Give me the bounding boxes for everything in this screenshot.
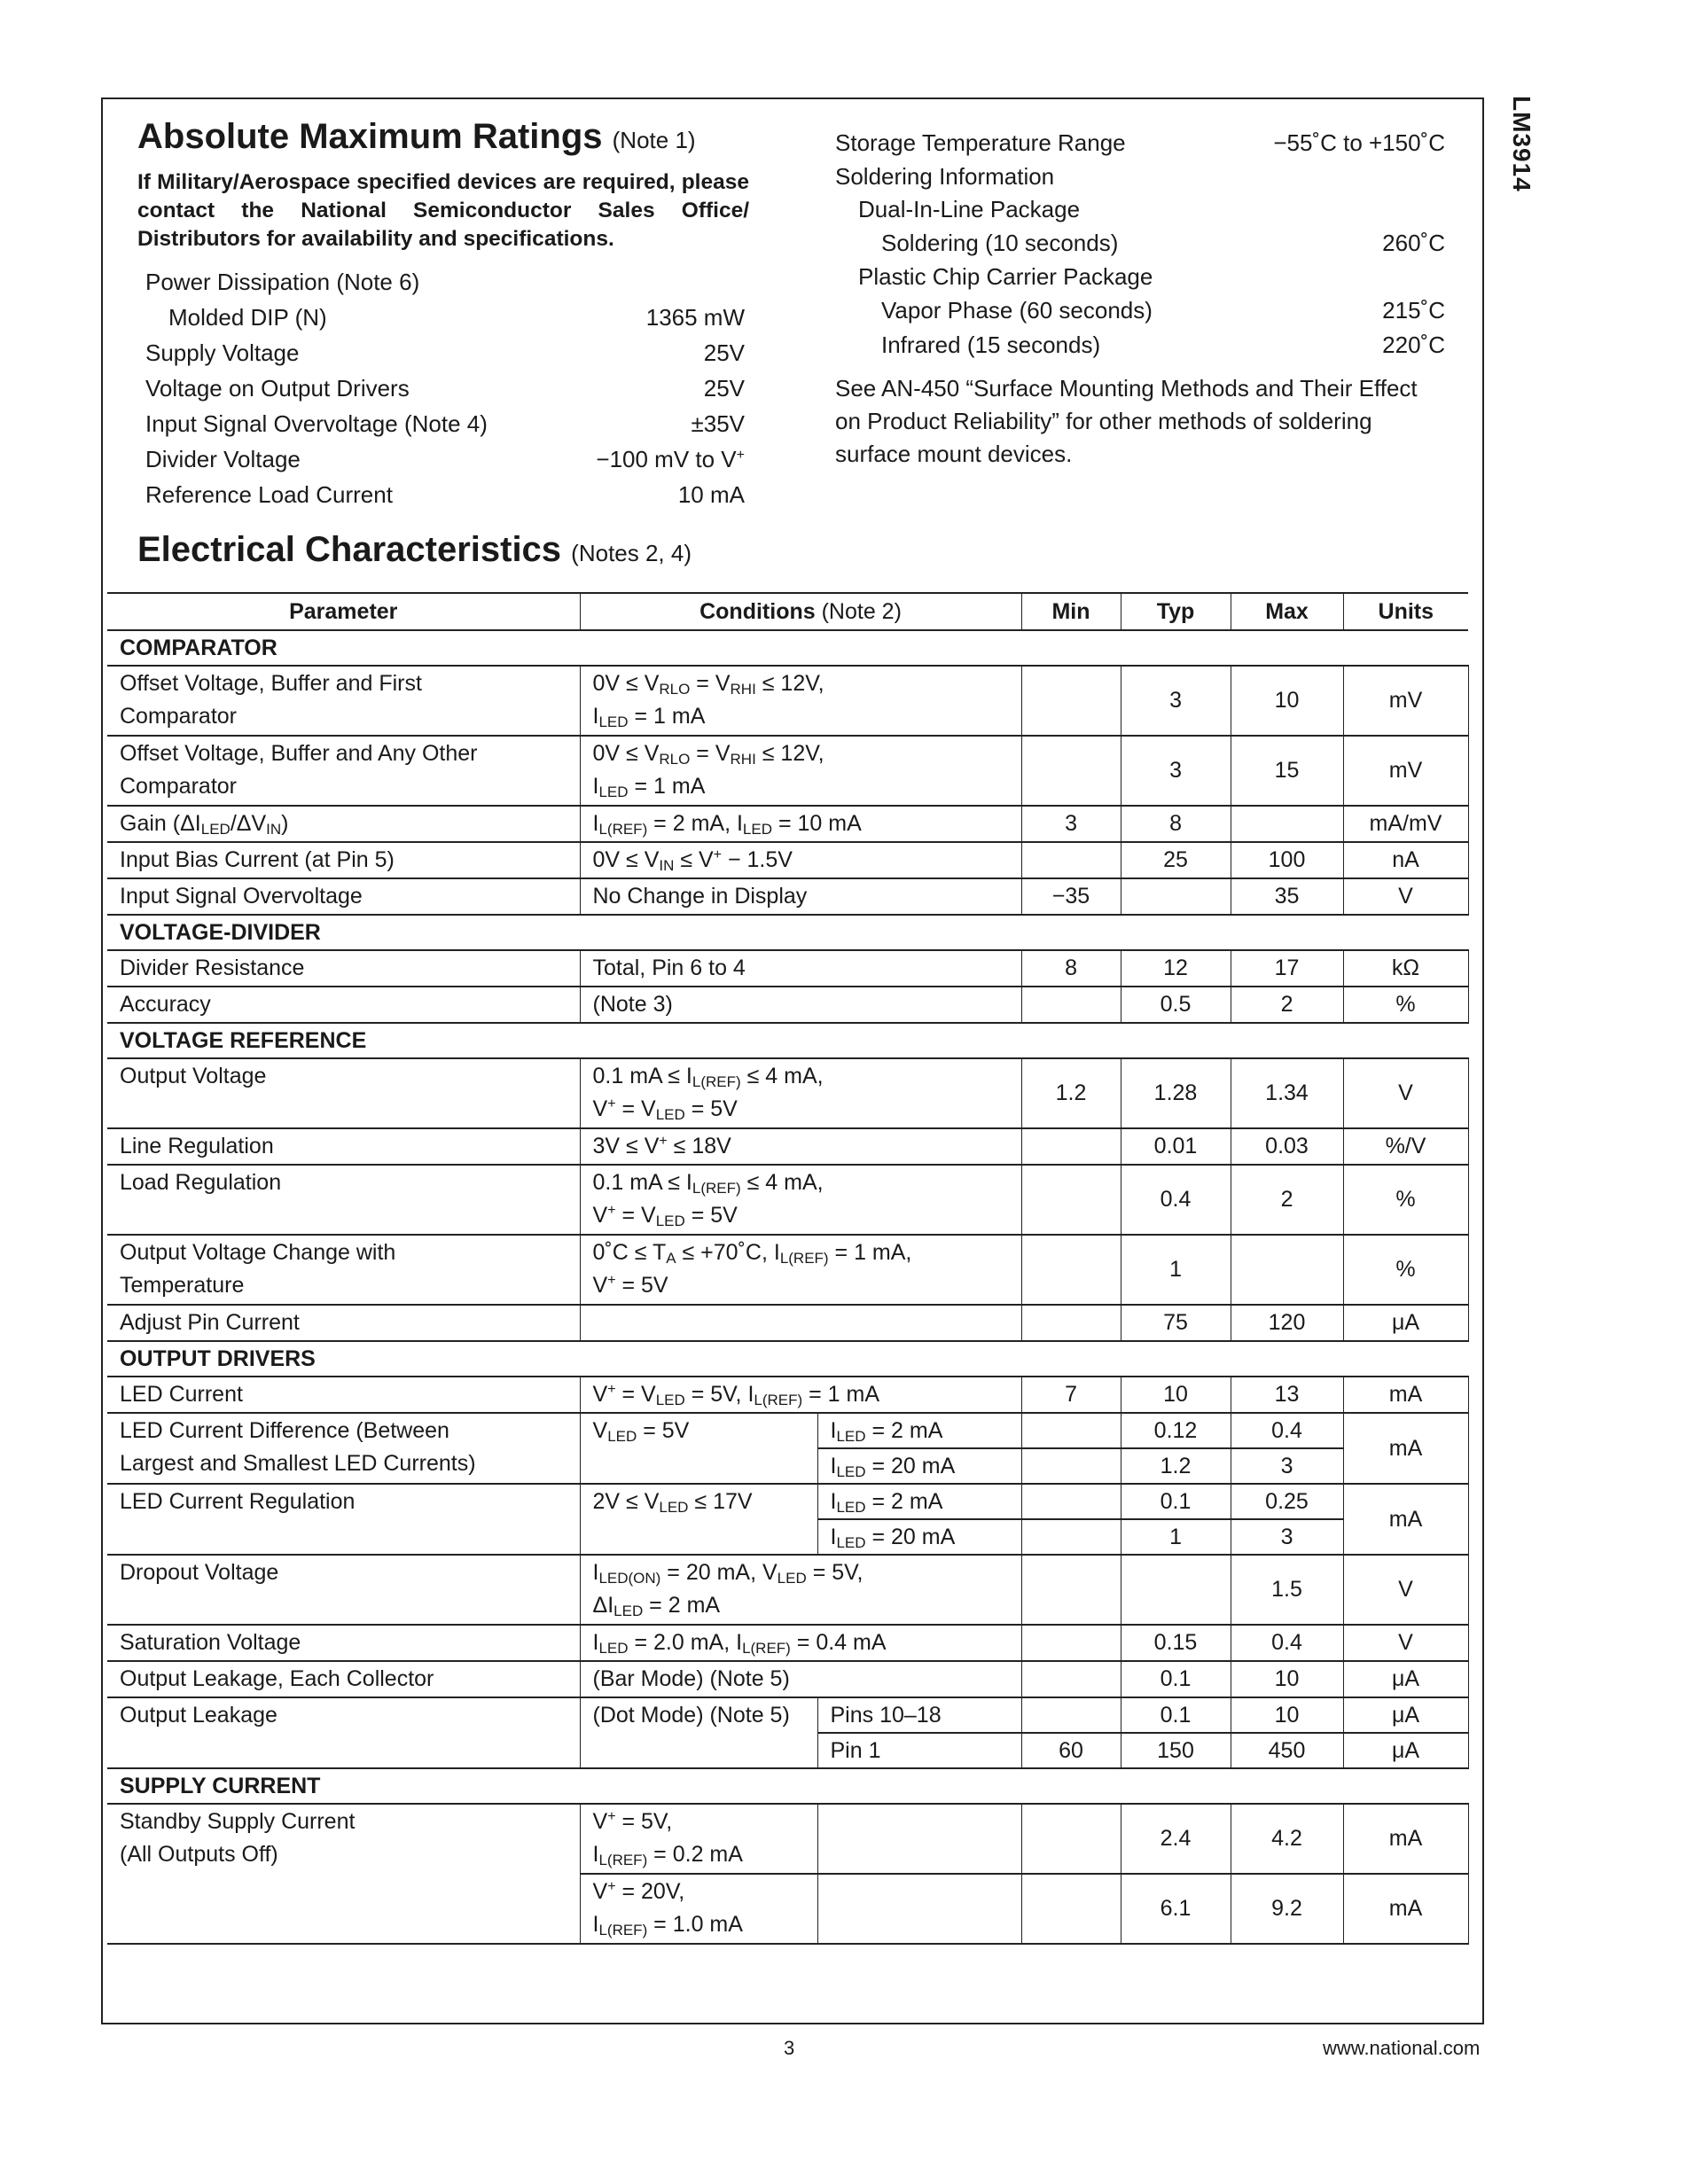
table-row: Line Regulation 3V ≤ V+ ≤ 18V 0.01 0.03 %/V — [107, 1128, 1468, 1165]
table-row: Saturation Voltage $I_{LED} = 2.0$ mA, $I_{L(REF)} = 0.4$ mA 0.15 0.4 V — [107, 1625, 1468, 1661]
header-typ: Typ — [1121, 593, 1231, 630]
table-row: Output Voltage 0.1 mA ≤ $I_{L(REF)} \le 4$ mA, $V^+ = V_{LED} = 5V$ 1.2 1.28 1.34 V — [107, 1058, 1468, 1128]
header-conditions: Conditions (Note 2) — [580, 593, 1021, 630]
amr-item: Storage Temperature Range −55˚C to +150˚C — [835, 129, 1445, 156]
electrical-characteristics-table — [107, 592, 1469, 1945]
header-units: Units — [1343, 593, 1468, 630]
header-parameter: Parameter — [107, 593, 580, 630]
header-max: Max — [1231, 593, 1343, 630]
table-row: Load Regulation 0.1 mA ≤ $I_{L(REF)} \le 4$ mA, $V^+ = V_{LED} = 5V$ 0.4 2 % — [107, 1165, 1468, 1235]
amr-note: (Note 1) — [612, 127, 696, 153]
table-row: Standby Supply Current (All Outputs Off) V+ = 5V, $I_{L(REF)} = 0.2$ mA 2.4 4.2 mA — [107, 1804, 1468, 1874]
table-row: Output Leakage (Dot Mode) (Note 5) Pins 10–18 0.1 10 μA — [107, 1697, 1468, 1733]
table-row: LED Current Regulation $2V \le V_{LED} \le 17V$ $I_{LED} = 2$ mA 0.1 0.25 mA — [107, 1484, 1468, 1519]
table-row: Input Bias Current (at Pin 5) $0V \le V_{IN} \le V^+ - 1.5V$ 25 100 nA — [107, 842, 1468, 878]
table-row: Input Signal Overvoltage No Change in Display −35 35 V — [107, 878, 1468, 915]
table-row: Dropout Voltage $I_{LED(ON)} = 20$ mA, $V_{LED} = 5V$, $\Delta I_{LED} = 2$ mA 1.5 V — [107, 1555, 1468, 1625]
amr-item: Dual-In-Line Package — [858, 196, 1081, 222]
section-row: VOLTAGE-DIVIDER — [107, 915, 1468, 950]
table-header-row — [107, 593, 1468, 630]
amr-item: Reference Load Current 10 mA — [145, 481, 745, 508]
amr-item: Voltage on Output Drivers 25V — [145, 375, 745, 402]
table-row: Accuracy (Note 3) 0.5 2 % — [107, 987, 1468, 1023]
table-row: LED Current Difference (Between Largest and Smallest LED Currents) $V_{LED} = 5V$ $I_{LED} = 2$ mA 0.12 0.4 mA — [107, 1413, 1468, 1448]
amr-title: Absolute Maximum Ratings — [137, 117, 603, 156]
table-row: V+ = 20V, $I_{L(REF)} = 1.0$ mA 6.1 9.2 mA — [107, 1874, 1468, 1944]
soldering-note: See AN-450 “Surface Mounting Methods and Their Effect on Product Reliability” for other methods of soldering surface mount devices. — [835, 375, 1418, 467]
table-row: Gain $(\Delta I_{LED}/\Delta V_{IN})$ $I_{L(REF)} = 2$ mA, $I_{LED} = 10$ mA 3 8 mA/mV — [107, 806, 1468, 842]
amr-item: Divider Voltage −100 mV to V+ — [145, 446, 745, 472]
header-min: Min — [1021, 593, 1121, 630]
amr-left-list — [145, 264, 745, 512]
ec-heading — [137, 530, 692, 570]
amr-right-list — [835, 126, 1445, 363]
table-row: Adjust Pin Current 75 120 μA — [107, 1305, 1468, 1341]
table-row: $I_{LED} = 20$ mA 1 3 — [107, 1519, 1468, 1555]
table-row: Divider Resistance Total, Pin 6 to 4 8 12 17 kΩ — [107, 950, 1468, 987]
amr-item: Soldering Information — [835, 163, 1055, 190]
amr-item: Power Dissipation (Note 6) — [145, 269, 420, 295]
amr-heading — [137, 117, 696, 157]
military-notice: If Military/Aerospace specified devices are required, please contact the National Semiconductor Sales Office/ Distributors for availability and specifications. — [137, 170, 749, 251]
side-part-number: LM3914 — [1508, 96, 1536, 192]
table-row: Offset Voltage, Buffer and Any Other Comparator $0V \le V_{RLO} = V_{RHI} \le 12V$, $I_{LED} = 1$ mA 3 15 mV — [107, 736, 1468, 806]
table-row: Offset Voltage, Buffer and First Comparator $0V \le V_{RLO} = V_{RHI} \le 12V$, $I_{LED} = 1$ mA 3 10 mV — [107, 666, 1468, 736]
table-row: Pin 1 60 150 450 μA — [107, 1733, 1468, 1768]
section-row: SUPPLY CURRENT — [107, 1768, 1468, 1804]
table-row: Output Voltage Change with Temperature 0˚C ≤ $T_A$ ≤ +70˚C, $I_{L(REF)} = 1$ mA, V+ = 5V 1 % — [107, 1235, 1468, 1305]
ec-note: (Notes 2, 4) — [571, 540, 692, 566]
ec-title: Electrical Characteristics — [137, 530, 562, 569]
table-row: Output Leakage, Each Collector (Bar Mode) (Note 5) 0.1 10 μA — [107, 1661, 1468, 1697]
amr-item: Soldering (10 seconds) 260˚C — [881, 230, 1445, 256]
section-row: OUTPUT DRIVERS — [107, 1341, 1468, 1377]
table-row: $I_{LED} = 20$ mA 1.2 3 — [107, 1448, 1468, 1484]
amr-item: Molded DIP (N) 1365 mW — [168, 304, 745, 331]
amr-item: Plastic Chip Carrier Package — [858, 263, 1153, 290]
amr-item: Infrared (15 seconds) 220˚C — [881, 332, 1445, 358]
amr-item: Vapor Phase (60 seconds) 215˚C — [881, 297, 1445, 324]
page-number: 3 — [784, 2037, 795, 2059]
section-row: COMPARATOR — [107, 630, 1468, 666]
table-row: LED Current $V^+ = V_{LED} = 5V$, $I_{L(REF)} = 1$ mA 7 10 13 mA — [107, 1377, 1468, 1413]
amr-item: Supply Voltage 25V — [145, 339, 745, 366]
section-row: VOLTAGE REFERENCE — [107, 1023, 1468, 1058]
amr-item: Input Signal Overvoltage (Note 4) ±35V — [145, 410, 745, 437]
footer-website-link[interactable]: www.national.com — [1323, 2037, 1481, 2059]
